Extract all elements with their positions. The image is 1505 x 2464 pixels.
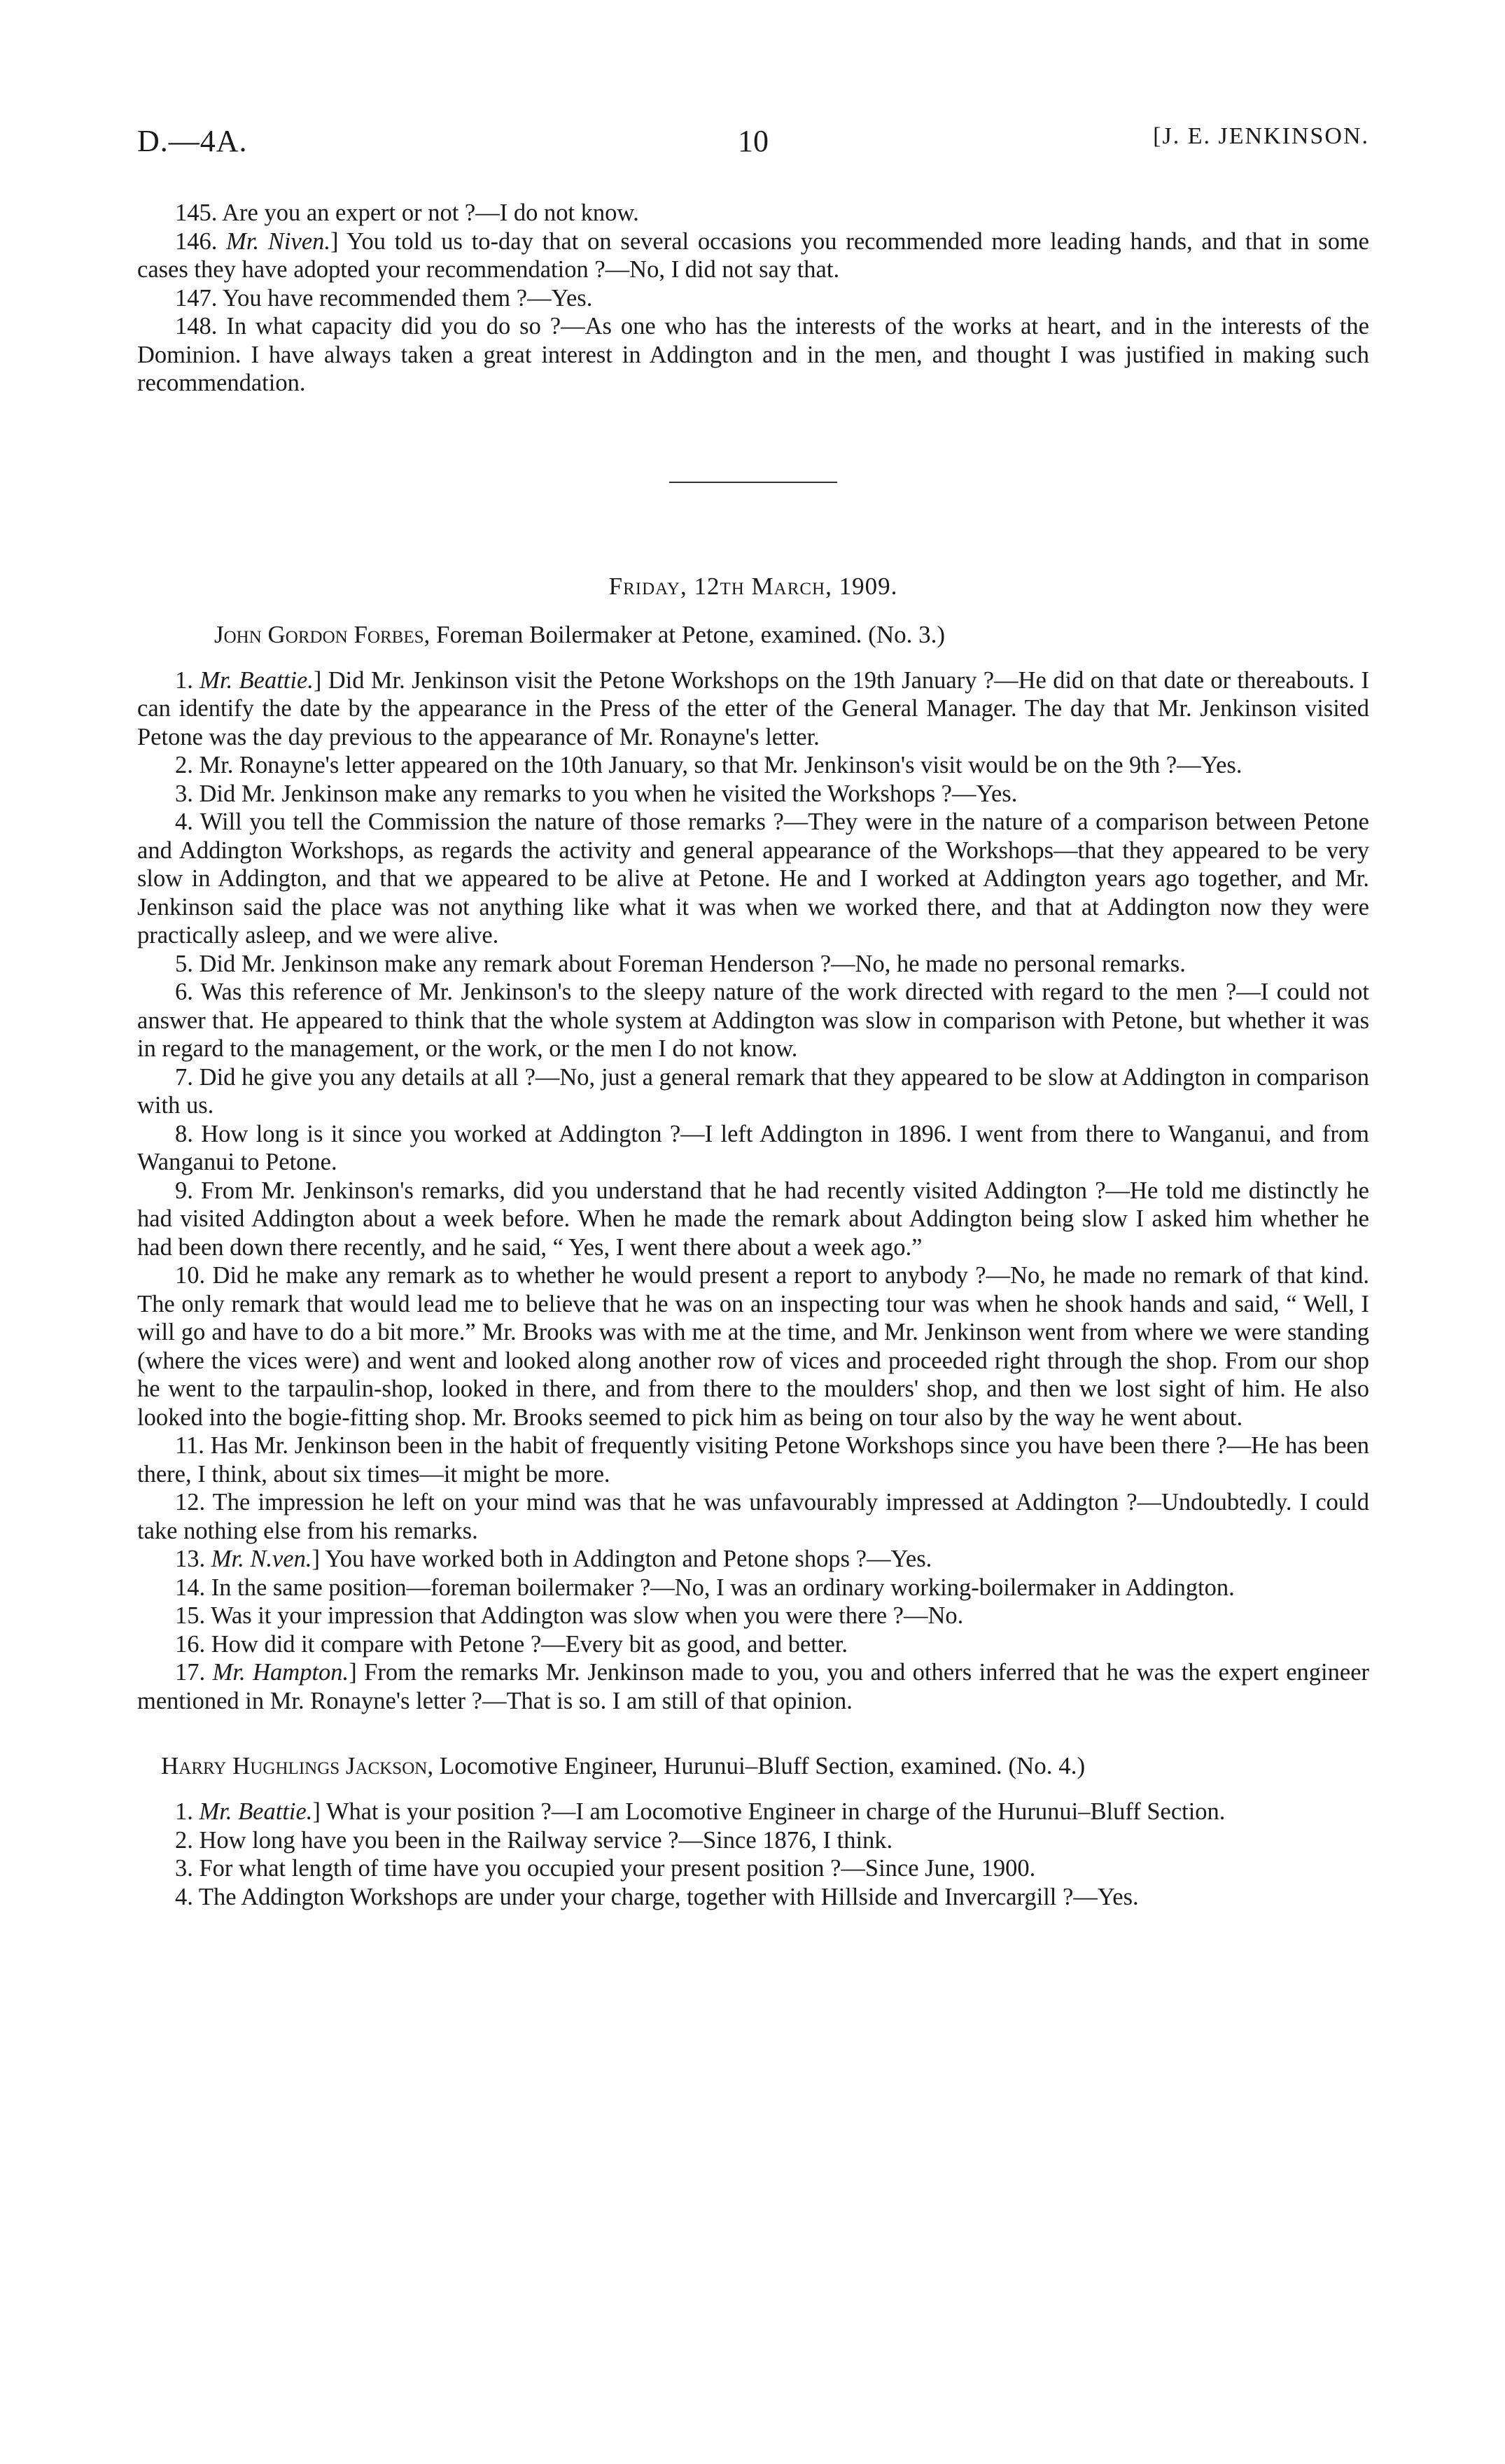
hearing-date: Friday, 12th March, 1909. bbox=[608, 572, 898, 600]
question-answer-paragraph: 7. Did he give you any details at all ?—No, just a general remark that they appeared to be slow at Addington in comparison with us. bbox=[137, 1063, 1369, 1119]
section-jenkinson-continued bbox=[137, 199, 1369, 398]
section-divider bbox=[669, 482, 837, 483]
question-answer-paragraph: 148. In what capacity did you do so ?—As one who has the interests of the works at heart, and in the interests of the Dominion. I have always taken a great interest in Addington and in the men, and thought I was justified in making such recommendation. bbox=[137, 313, 1369, 396]
document-code: D.—4A. bbox=[137, 124, 248, 158]
question-answer-paragraph: 1. Mr. Beattie.] What is your position ?—I am Locomotive Engineer in charge of the Hurunui–Bluff Section. bbox=[175, 1798, 1226, 1825]
witness-name: John Gordon Forbes bbox=[214, 620, 424, 648]
page-header bbox=[137, 123, 1369, 172]
question-answer-paragraph: 2. How long have you been in the Railway service ?—Since 1876, I think. bbox=[175, 1826, 893, 1854]
witness-heading-forbes bbox=[137, 620, 1369, 650]
question-answer-paragraph: 17. Mr. Hampton.] From the remarks Mr. Jenkinson made to you, you and others inferred that he was the expert engineer mentioned in Mr. Ronayne's letter ?—That is so. I am still of that opinion. bbox=[137, 1659, 1369, 1714]
question-answer-paragraph: 4. The Addington Workshops are under your charge, together with Hillside and Invercargill ?—Yes. bbox=[175, 1883, 1139, 1910]
question-answer-paragraph: 147. You have recommended them ?—Yes. bbox=[175, 284, 593, 312]
page-number: 10 bbox=[738, 124, 769, 158]
section-forbes-examination bbox=[137, 666, 1369, 1716]
question-answer-paragraph: 1. Mr. Beattie.] Did Mr. Jenkinson visit the Petone Workshops on the 19th January ?—He did on that date or thereabouts. I can identify the date by the appearance in the Press of the etter of the General Manager. The day that Mr. Jenkinson visited Petone was the day previous to the appearance of Mr. Ronayne's letter. bbox=[137, 666, 1370, 750]
witness-description: , Foreman Boilermaker at Petone, examined. (No. 3.) bbox=[424, 620, 946, 648]
question-answer-paragraph: 6. Was this reference of Mr. Jenkinson's to the sleepy nature of the work directed with regard to the men ?—I could not answer that. He appeared to think that the whole system at Addington was slow in comparison with Petone, but whether it was in regard to the management, or the work, or the men I do not know. bbox=[137, 979, 1369, 1062]
question-answer-paragraph: 16. How did it compare with Petone ?—Every bit as good, and better. bbox=[175, 1630, 848, 1658]
running-head: [J. E. JENKINSON. bbox=[1153, 123, 1369, 149]
witness-heading-jackson bbox=[137, 1751, 1369, 1781]
section-jackson-examination bbox=[137, 1798, 1369, 1911]
question-answer-paragraph: 11. Has Mr. Jenkinson been in the habit of frequently visiting Petone Workshops since you have been there ?—He has been there, I think, about six times—it might be more. bbox=[137, 1432, 1369, 1488]
question-answer-paragraph: 10. Did he make any remark as to whether he would present a report to anybody ?—No, he made no remark of that kind. The only remark that would lead me to believe that he was on an inspecting tour was when he shook hands and said, “ Well, I will go and have to do a bit more.” Mr. Brooks was with me at the time, and Mr. Jenkinson went from where we were standing (where the vices were) and went and looked along another row of vices and proceeded right through the shop. From our shop he went to the tarpaulin-shop, looked in there, and from there to the moulders' shop, and then we lost sight of him. He also looked into the bogie-fitting shop. Mr. Brooks seemed to pick him as being on tour also by the way he went about. bbox=[137, 1262, 1369, 1431]
question-answer-paragraph: 3. Did Mr. Jenkinson make any remarks to you when he visited the Workshops ?—Yes. bbox=[175, 780, 1018, 807]
question-answer-paragraph: 14. In the same position—foreman boilermaker ?—No, I was an ordinary working-boilermaker in Addington. bbox=[175, 1574, 1235, 1601]
question-answer-paragraph: 9. From Mr. Jenkinson's remarks, did you understand that he had recently visited Addington ?—He told me distinctly he had visited Addington about a week before. When he made the remark about Addington being slow I asked him whether he had been down there recently, and he said, “ Yes, I went there about a week ago.” bbox=[137, 1177, 1369, 1261]
question-answer-paragraph: 145. Are you an expert or not ?—I do not know. bbox=[175, 200, 639, 226]
witness-description: , Locomotive Engineer, Hurunui–Bluff Section, examined. (No. 4.) bbox=[427, 1752, 1086, 1779]
question-answer-paragraph: 4. Will you tell the Commission the nature of those remarks ?—They were in the nature of a comparison between Petone and Addington Workshops, as regards the activity and general appearance of the Workshops—that they appeared to be very slow in Addington, and that we appeared to be alive at Petone. He and I worked at Addington years ago together, and Mr. Jenkinson said the place was not anything like what it was when we worked there, and that at Addington now they were practically asleep, and we were alive. bbox=[137, 808, 1369, 948]
question-answer-paragraph: 8. How long is it since you worked at Addington ?—I left Addington in 1896. I went from there to Wanganui, and from Wanganui to Petone. bbox=[137, 1120, 1369, 1175]
question-answer-paragraph: 15. Was it your impression that Addington was slow when you were there ?—No. bbox=[175, 1602, 964, 1629]
question-answer-paragraph: 3. For what length of time have you occupied your present position ?—Since June, 1900. bbox=[175, 1855, 1036, 1882]
witness-name: Harry Hughlings Jackson bbox=[161, 1752, 428, 1779]
question-answer-paragraph: 5. Did Mr. Jenkinson make any remark about Foreman Henderson ?—No, he made no personal remarks. bbox=[175, 950, 1186, 977]
question-answer-paragraph: 12. The impression he left on your mind was that he was unfavourably impressed at Addington ?—Undoubtedly. I could take nothing else from his remarks. bbox=[137, 1489, 1369, 1544]
question-answer-paragraph: 146. Mr. Niven.] You told us to-day that on several occasions you recommended more leading hands, and that in some cases they have adopted your recommendation ?—No, I did not say that. bbox=[137, 227, 1369, 283]
question-answer-paragraph: 2. Mr. Ronayne's letter appeared on the 10th January, so that Mr. Jenkinson's visit would be on the 9th ?—Yes. bbox=[175, 752, 1242, 778]
question-answer-paragraph: 13. Mr. N.ven.] You have worked both in Addington and Petone shops ?—Yes. bbox=[175, 1546, 932, 1572]
document-page bbox=[137, 123, 1369, 1911]
